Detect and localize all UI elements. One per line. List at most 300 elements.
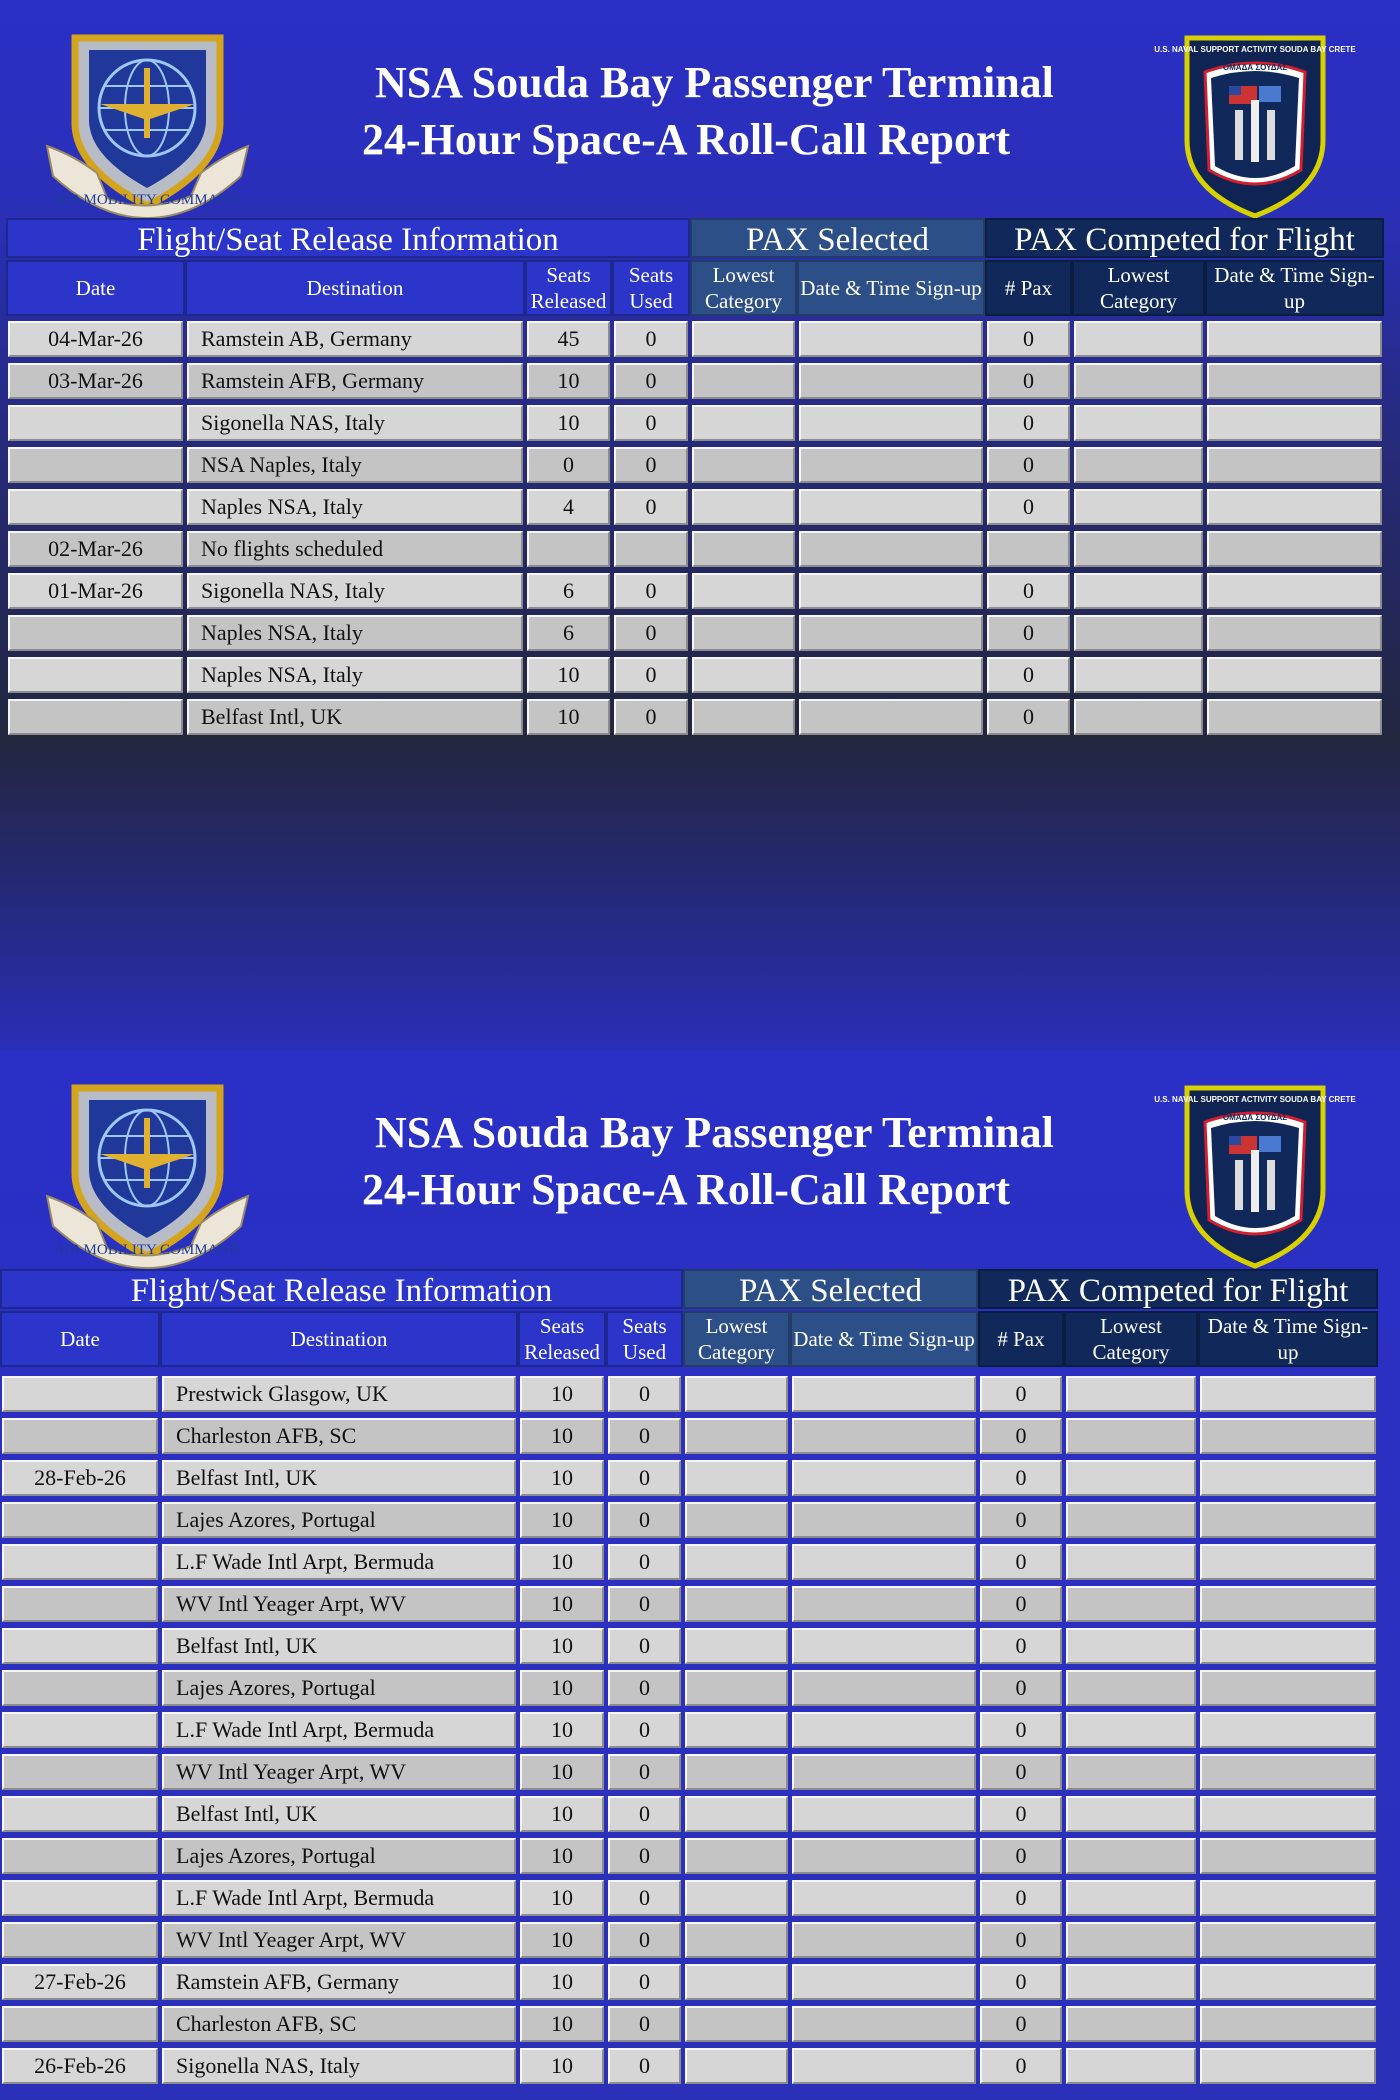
seats-released-cell: 10 — [527, 657, 610, 693]
seats-used-cell: 0 — [608, 1712, 681, 1748]
report-subtitle: 24-Hour Space-A Roll-Call Report — [362, 1165, 1011, 1214]
col-header-seats-used: Seats Used — [606, 1311, 683, 1367]
destination-cell: Ramstein AFB, Germany — [162, 1964, 516, 2000]
competed-signup-cell — [1200, 1712, 1376, 1748]
seats-released-cell: 10 — [520, 1376, 604, 1412]
selected-signup-cell — [792, 1502, 976, 1538]
competed-signup-cell — [1200, 1880, 1376, 1916]
destination-cell: Belfast Intl, UK — [187, 699, 523, 735]
selected-signup-cell — [792, 2048, 976, 2084]
table-row — [0, 696, 1400, 738]
competed-signup-cell — [1207, 489, 1382, 525]
date-cell — [8, 657, 183, 693]
date-cell — [8, 699, 183, 735]
seats-used-cell: 0 — [608, 2048, 681, 2084]
slide-gap — [0, 740, 1400, 1070]
pax-cell: 0 — [987, 321, 1070, 357]
seats-used-cell: 0 — [608, 1502, 681, 1538]
pax-cell: 0 — [980, 1838, 1062, 1874]
pax-cell: 0 — [980, 1418, 1062, 1454]
report-slide-2 — [0, 1050, 1400, 2100]
date-cell: 02-Mar-26 — [8, 531, 183, 567]
competed-signup-cell — [1200, 1502, 1376, 1538]
competed-lowest-category-cell — [1066, 1628, 1196, 1664]
seats-used-cell: 0 — [608, 1796, 681, 1832]
competed-lowest-category-cell — [1066, 1796, 1196, 1832]
competed-lowest-category-cell — [1074, 363, 1203, 399]
seats-used-cell: 0 — [614, 489, 688, 525]
date-cell: 01-Mar-26 — [8, 573, 183, 609]
seats-released-cell: 10 — [520, 1418, 604, 1454]
seats-released-cell: 10 — [527, 405, 610, 441]
destination-cell: No flights scheduled — [187, 531, 523, 567]
competed-lowest-category-cell — [1074, 657, 1203, 693]
destination-cell: Sigonella NAS, Italy — [187, 405, 523, 441]
destination-cell: L.F Wade Intl Arpt, Bermuda — [162, 1880, 516, 1916]
seats-released-cell: 10 — [520, 1796, 604, 1832]
table-row — [0, 1835, 1400, 1877]
svg-text:ΟΜΑΔΑ ΣΟΥΔΑΣ: ΟΜΑΔΑ ΣΟΥΔΑΣ — [1222, 63, 1288, 72]
selected-signup-cell — [792, 1376, 976, 1412]
selected-lowest-category-cell — [685, 2006, 788, 2042]
pax-cell — [987, 531, 1070, 567]
selected-lowest-category-cell — [685, 1964, 788, 2000]
table-row — [0, 1373, 1400, 1415]
seats-released-cell: 0 — [527, 447, 610, 483]
seats-released-cell: 10 — [520, 1964, 604, 2000]
table-row — [0, 360, 1400, 402]
selected-signup-cell — [799, 447, 983, 483]
col-header-seats-used: Seats Used — [612, 260, 690, 316]
selected-lowest-category-cell — [692, 405, 795, 441]
selected-lowest-category-cell — [685, 1544, 788, 1580]
report-title: NSA Souda Bay Passenger Terminal — [375, 58, 1054, 107]
date-cell: 26-Feb-26 — [2, 2048, 158, 2084]
selected-signup-cell — [792, 1586, 976, 1622]
destination-cell: WV Intl Yeager Arpt, WV — [162, 1586, 516, 1622]
date-cell: 03-Mar-26 — [8, 363, 183, 399]
date-cell — [2, 1418, 158, 1454]
seats-released-cell: 6 — [527, 615, 610, 651]
seats-released-cell: 10 — [520, 1838, 604, 1874]
selected-lowest-category-cell — [685, 1586, 788, 1622]
destination-cell: Belfast Intl, UK — [162, 1796, 516, 1832]
seats-used-cell: 0 — [608, 1628, 681, 1664]
header-flight-seat-release: Flight/Seat Release Information — [6, 218, 690, 258]
competed-lowest-category-cell — [1074, 321, 1203, 357]
col-header-selected-signup: Date & Time Sign-up — [790, 1311, 978, 1367]
date-cell — [2, 1838, 158, 1874]
seats-released-cell: 10 — [520, 1712, 604, 1748]
col-header-competed-lowest-category: Lowest Category — [1064, 1311, 1198, 1367]
date-cell — [2, 1502, 158, 1538]
seats-used-cell: 0 — [614, 699, 688, 735]
destination-cell: Charleston AFB, SC — [162, 2006, 516, 2042]
destination-cell: WV Intl Yeager Arpt, WV — [162, 1754, 516, 1790]
table-row — [0, 1751, 1400, 1793]
selected-signup-cell — [792, 1838, 976, 1874]
date-cell — [2, 1670, 158, 1706]
selected-lowest-category-cell — [685, 1670, 788, 1706]
selected-signup-cell — [799, 489, 983, 525]
selected-lowest-category-cell — [685, 1376, 788, 1412]
competed-signup-cell — [1200, 1544, 1376, 1580]
table-row — [0, 1499, 1400, 1541]
table-row — [0, 1877, 1400, 1919]
selected-signup-cell — [792, 1544, 976, 1580]
selected-signup-cell — [799, 363, 983, 399]
competed-lowest-category-cell — [1074, 573, 1203, 609]
destination-cell: L.F Wade Intl Arpt, Bermuda — [162, 1712, 516, 1748]
seats-released-cell: 10 — [520, 1880, 604, 1916]
competed-lowest-category-cell — [1066, 1544, 1196, 1580]
competed-signup-cell — [1200, 1964, 1376, 2000]
competed-lowest-category-cell — [1074, 615, 1203, 651]
competed-lowest-category-cell — [1066, 1922, 1196, 1958]
seats-used-cell: 0 — [608, 1670, 681, 1706]
competed-signup-cell — [1200, 1670, 1376, 1706]
destination-cell: Charleston AFB, SC — [162, 1418, 516, 1454]
seats-released-cell: 4 — [527, 489, 610, 525]
selected-lowest-category-cell — [685, 1418, 788, 1454]
col-header-competed-lowest-category: Lowest Category — [1072, 260, 1205, 316]
svg-text:U.S. NAVAL SUPPORT ACTIVITY SO: U.S. NAVAL SUPPORT ACTIVITY SOUDA BAY CRETE — [1154, 45, 1356, 54]
seats-used-cell: 0 — [608, 1922, 681, 1958]
seats-released-cell: 10 — [527, 699, 610, 735]
col-header-pax: # Pax — [985, 260, 1072, 316]
competed-lowest-category-cell — [1074, 699, 1203, 735]
seats-released-cell: 10 — [520, 1544, 604, 1580]
seats-used-cell: 0 — [614, 657, 688, 693]
selected-lowest-category-cell — [685, 1880, 788, 1916]
seats-released-cell: 10 — [520, 1754, 604, 1790]
date-cell — [2, 1586, 158, 1622]
competed-signup-cell — [1207, 531, 1382, 567]
header-pax-competed: PAX Competed for Flight — [978, 1269, 1378, 1309]
date-cell — [8, 615, 183, 651]
date-cell: 04-Mar-26 — [8, 321, 183, 357]
header-pax-competed: PAX Competed for Flight — [985, 218, 1384, 258]
pax-cell: 0 — [980, 2048, 1062, 2084]
date-cell: 28-Feb-26 — [2, 1460, 158, 1496]
seats-released-cell: 10 — [520, 1922, 604, 1958]
competed-lowest-category-cell — [1074, 531, 1203, 567]
pax-cell: 0 — [980, 1964, 1062, 2000]
pax-cell: 0 — [980, 2006, 1062, 2042]
seats-used-cell: 0 — [608, 1964, 681, 2000]
competed-lowest-category-cell — [1066, 1712, 1196, 1748]
table-row — [0, 1667, 1400, 1709]
seats-used-cell — [614, 531, 688, 567]
col-header-selected-lowest-category: Lowest Category — [690, 260, 797, 316]
col-header-competed-signup: Date & Time Sign-up — [1198, 1311, 1378, 1367]
competed-signup-cell — [1207, 363, 1382, 399]
date-cell — [2, 1376, 158, 1412]
selected-signup-cell — [792, 1796, 976, 1832]
seats-used-cell: 0 — [614, 447, 688, 483]
seats-used-cell: 0 — [608, 1376, 681, 1412]
competed-lowest-category-cell — [1066, 1964, 1196, 2000]
date-cell: 27-Feb-26 — [2, 1964, 158, 2000]
table-row — [0, 570, 1400, 612]
nsa-souda-bay-seal — [1154, 1080, 1356, 1270]
seats-released-cell: 10 — [520, 2006, 604, 2042]
pax-cell: 0 — [987, 573, 1070, 609]
svg-text:AIR MOBILITY COMMAND: AIR MOBILITY COMMAND — [53, 192, 241, 208]
report-subtitle: 24-Hour Space-A Roll-Call Report — [362, 115, 1011, 164]
col-header-date: Date — [0, 1311, 160, 1367]
selected-signup-cell — [799, 573, 983, 609]
date-cell — [2, 1922, 158, 1958]
table-row — [0, 528, 1400, 570]
selected-lowest-category-cell — [692, 699, 795, 735]
date-cell — [2, 1712, 158, 1748]
competed-lowest-category-cell — [1066, 1880, 1196, 1916]
header-pax-selected: PAX Selected — [690, 218, 985, 258]
pax-cell: 0 — [980, 1880, 1062, 1916]
svg-text:AIR MOBILITY COMMAND: AIR MOBILITY COMMAND — [53, 1242, 241, 1258]
date-cell — [2, 1544, 158, 1580]
destination-cell: Lajes Azores, Portugal — [162, 1502, 516, 1538]
air-mobility-command-logo — [45, 1078, 250, 1268]
seats-released-cell: 10 — [520, 1586, 604, 1622]
pax-cell: 0 — [980, 1670, 1062, 1706]
col-header-destination: Destination — [160, 1311, 518, 1367]
competed-signup-cell — [1207, 657, 1382, 693]
competed-lowest-category-cell — [1066, 1502, 1196, 1538]
destination-cell: Sigonella NAS, Italy — [162, 2048, 516, 2084]
pax-cell: 0 — [980, 1460, 1062, 1496]
table-row — [0, 402, 1400, 444]
seats-used-cell: 0 — [608, 1586, 681, 1622]
competed-signup-cell — [1200, 1586, 1376, 1622]
selected-signup-cell — [792, 1460, 976, 1496]
pax-cell: 0 — [980, 1502, 1062, 1538]
selected-signup-cell — [799, 657, 983, 693]
table-row — [0, 1793, 1400, 1835]
selected-signup-cell — [792, 2006, 976, 2042]
pax-cell: 0 — [987, 489, 1070, 525]
col-header-competed-signup: Date & Time Sign-up — [1205, 260, 1384, 316]
competed-lowest-category-cell — [1066, 2006, 1196, 2042]
table-row — [0, 444, 1400, 486]
table-row — [0, 2003, 1400, 2045]
competed-lowest-category-cell — [1066, 1418, 1196, 1454]
table-row — [0, 318, 1400, 360]
pax-cell: 0 — [980, 1376, 1062, 1412]
competed-signup-cell — [1200, 1418, 1376, 1454]
selected-signup-cell — [792, 1712, 976, 1748]
table-row — [0, 1625, 1400, 1667]
seats-used-cell: 0 — [608, 1460, 681, 1496]
selected-lowest-category-cell — [692, 531, 795, 567]
seats-used-cell: 0 — [614, 405, 688, 441]
seats-released-cell: 10 — [520, 2048, 604, 2084]
destination-cell: Sigonella NAS, Italy — [187, 573, 523, 609]
competed-lowest-category-cell — [1074, 405, 1203, 441]
col-header-seats-released: Seats Released — [525, 260, 612, 316]
table-row — [0, 654, 1400, 696]
selected-signup-cell — [792, 1628, 976, 1664]
col-header-selected-lowest-category: Lowest Category — [683, 1311, 790, 1367]
seats-released-cell: 6 — [527, 573, 610, 609]
table-row — [0, 1541, 1400, 1583]
selected-signup-cell — [792, 1670, 976, 1706]
selected-signup-cell — [792, 1880, 976, 1916]
date-cell — [8, 489, 183, 525]
competed-signup-cell — [1200, 2048, 1376, 2084]
pax-cell: 0 — [987, 615, 1070, 651]
selected-signup-cell — [792, 1964, 976, 2000]
col-header-destination: Destination — [185, 260, 525, 316]
pax-cell: 0 — [987, 699, 1070, 735]
competed-lowest-category-cell — [1066, 1838, 1196, 1874]
report-title: NSA Souda Bay Passenger Terminal — [375, 1108, 1054, 1157]
destination-cell: Ramstein AFB, Germany — [187, 363, 523, 399]
air-mobility-command-logo — [45, 28, 250, 218]
table-row — [0, 1919, 1400, 1961]
destination-cell: Ramstein AB, Germany — [187, 321, 523, 357]
competed-signup-cell — [1207, 699, 1382, 735]
col-header-date: Date — [6, 260, 185, 316]
pax-cell: 0 — [980, 1712, 1062, 1748]
seats-used-cell: 0 — [608, 1544, 681, 1580]
destination-cell: NSA Naples, Italy — [187, 447, 523, 483]
destination-cell: Belfast Intl, UK — [162, 1628, 516, 1664]
selected-lowest-category-cell — [685, 2048, 788, 2084]
destination-cell: Naples NSA, Italy — [187, 657, 523, 693]
date-cell — [2, 1754, 158, 1790]
seats-used-cell: 0 — [614, 321, 688, 357]
table-row — [0, 1583, 1400, 1625]
competed-lowest-category-cell — [1066, 1754, 1196, 1790]
pax-cell: 0 — [980, 1796, 1062, 1832]
col-header-pax: # Pax — [978, 1311, 1064, 1367]
selected-signup-cell — [799, 405, 983, 441]
competed-lowest-category-cell — [1066, 1586, 1196, 1622]
date-cell — [2, 1628, 158, 1664]
date-cell — [2, 1796, 158, 1832]
date-cell — [8, 405, 183, 441]
selected-signup-cell — [792, 1754, 976, 1790]
table-row — [0, 1415, 1400, 1457]
header-pax-selected: PAX Selected — [683, 1269, 978, 1309]
selected-lowest-category-cell — [685, 1796, 788, 1832]
selected-lowest-category-cell — [685, 1502, 788, 1538]
competed-signup-cell — [1207, 615, 1382, 651]
table-row — [0, 612, 1400, 654]
destination-cell: Lajes Azores, Portugal — [162, 1838, 516, 1874]
seats-released-cell: 10 — [520, 1502, 604, 1538]
selected-signup-cell — [792, 1922, 976, 1958]
pax-cell: 0 — [987, 405, 1070, 441]
destination-cell: Naples NSA, Italy — [187, 489, 523, 525]
seats-used-cell: 0 — [608, 1838, 681, 1874]
svg-text:U.S. NAVAL SUPPORT ACTIVITY SO: U.S. NAVAL SUPPORT ACTIVITY SOUDA BAY CRETE — [1154, 1095, 1356, 1104]
competed-signup-cell — [1207, 321, 1382, 357]
date-cell — [2, 1880, 158, 1916]
seats-used-cell: 0 — [608, 2006, 681, 2042]
selected-lowest-category-cell — [692, 363, 795, 399]
competed-signup-cell — [1200, 1754, 1376, 1790]
pax-cell: 0 — [980, 1544, 1062, 1580]
selected-lowest-category-cell — [685, 1460, 788, 1496]
selected-lowest-category-cell — [692, 615, 795, 651]
seats-released-cell: 10 — [520, 1628, 604, 1664]
selected-lowest-category-cell — [685, 1628, 788, 1664]
destination-cell: Belfast Intl, UK — [162, 1460, 516, 1496]
destination-cell: Naples NSA, Italy — [187, 615, 523, 651]
table-row — [0, 1961, 1400, 2003]
table-row — [0, 1709, 1400, 1751]
competed-lowest-category-cell — [1066, 2048, 1196, 2084]
selected-lowest-category-cell — [685, 1922, 788, 1958]
seats-used-cell: 0 — [614, 615, 688, 651]
selected-lowest-category-cell — [692, 321, 795, 357]
nsa-souda-bay-seal — [1154, 30, 1356, 220]
seats-used-cell: 0 — [608, 1880, 681, 1916]
seats-released-cell: 10 — [527, 363, 610, 399]
competed-signup-cell — [1200, 1628, 1376, 1664]
header-flight-seat-release: Flight/Seat Release Information — [0, 1269, 683, 1309]
seats-used-cell: 0 — [608, 1418, 681, 1454]
seats-released-cell: 10 — [520, 1670, 604, 1706]
pax-cell: 0 — [980, 1754, 1062, 1790]
destination-cell: WV Intl Yeager Arpt, WV — [162, 1922, 516, 1958]
destination-cell: L.F Wade Intl Arpt, Bermuda — [162, 1544, 516, 1580]
selected-lowest-category-cell — [692, 489, 795, 525]
pax-cell: 0 — [987, 363, 1070, 399]
svg-text:ΟΜΑΔΑ ΣΟΥΔΑΣ: ΟΜΑΔΑ ΣΟΥΔΑΣ — [1222, 1113, 1288, 1122]
col-header-seats-released: Seats Released — [518, 1311, 606, 1367]
seats-used-cell: 0 — [614, 573, 688, 609]
selected-signup-cell — [799, 531, 983, 567]
date-cell — [2, 2006, 158, 2042]
table-row — [0, 486, 1400, 528]
selected-lowest-category-cell — [685, 1838, 788, 1874]
competed-signup-cell — [1200, 1796, 1376, 1832]
competed-lowest-category-cell — [1074, 489, 1203, 525]
pax-cell: 0 — [980, 1922, 1062, 1958]
competed-lowest-category-cell — [1066, 1670, 1196, 1706]
pax-cell: 0 — [980, 1628, 1062, 1664]
seats-released-cell: 10 — [520, 1460, 604, 1496]
selected-signup-cell — [792, 1418, 976, 1454]
pax-cell: 0 — [980, 1586, 1062, 1622]
competed-lowest-category-cell — [1066, 1376, 1196, 1412]
competed-signup-cell — [1207, 447, 1382, 483]
pax-cell: 0 — [987, 657, 1070, 693]
seats-used-cell: 0 — [614, 363, 688, 399]
destination-cell: Lajes Azores, Portugal — [162, 1670, 516, 1706]
report-slide-1 — [0, 0, 1400, 740]
pax-cell: 0 — [987, 447, 1070, 483]
table-row — [0, 2045, 1400, 2087]
selected-lowest-category-cell — [692, 657, 795, 693]
competed-signup-cell — [1200, 1922, 1376, 1958]
selected-lowest-category-cell — [692, 573, 795, 609]
selected-signup-cell — [799, 321, 983, 357]
competed-signup-cell — [1200, 1460, 1376, 1496]
competed-signup-cell — [1200, 1376, 1376, 1412]
date-cell — [8, 447, 183, 483]
selected-signup-cell — [799, 699, 983, 735]
col-header-selected-signup: Date & Time Sign-up — [797, 260, 985, 316]
competed-lowest-category-cell — [1074, 447, 1203, 483]
selected-signup-cell — [799, 615, 983, 651]
competed-signup-cell — [1200, 2006, 1376, 2042]
competed-signup-cell — [1200, 1838, 1376, 1874]
